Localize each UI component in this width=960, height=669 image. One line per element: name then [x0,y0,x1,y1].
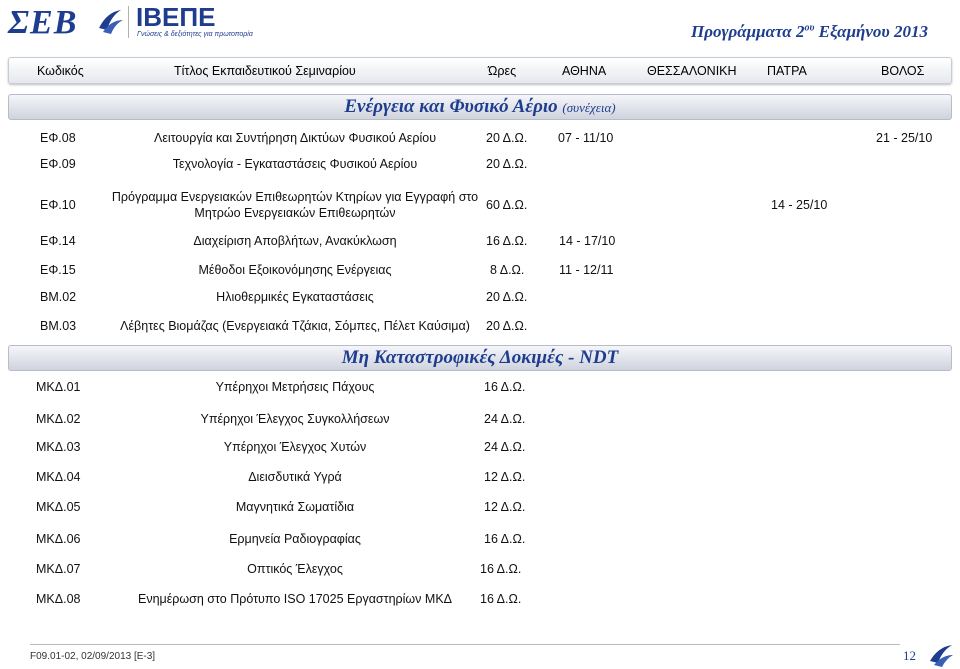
section-title: Μη Καταστροφικές Δοκιμές - NDT [341,347,619,368]
row-code: ΜΚΔ.06 [36,532,81,546]
ibepe-logo: ΙΒΕΠΕ [136,2,216,32]
row-code: ΜΚΔ.05 [36,500,81,514]
row-volos: 21 - 25/10 [876,131,933,145]
row-hours: 12 Δ.Ω. [484,470,526,484]
row-title: Οπτικός Έλεγχος [247,562,343,576]
row-code: ΕΦ.09 [40,157,76,171]
column-patra: ΠΑΤΡΑ [767,64,807,78]
row-title: Λέβητες Βιομάζας (Ενεργειακά Τζάκια, Σόμπες, Πέλετ Καύσιμα) [120,319,470,333]
section-header-energy [8,94,952,120]
seb-logo-mark-icon [95,6,125,36]
row-title: Μαγνητικά Σωματίδια [235,500,355,514]
row-code: ΜΚΔ.02 [36,412,81,426]
row-code: ΜΚΔ.01 [36,380,81,394]
column-code: Κωδικός [37,64,84,78]
row-athens: 11 - 12/11 [559,263,614,277]
row-hours: 20 Δ.Ω. [486,290,528,304]
seb-logo-mark-icon [928,643,954,667]
column-volos: ΒΟΛΟΣ [881,64,925,78]
row-hours: 24 Δ.Ω. [484,440,526,454]
row-hours: 24 Δ.Ω. [484,412,526,426]
row-code: ΜΚΔ.04 [36,470,81,484]
section-title: Ενέργεια και Φυσικό Αέριο [344,96,558,117]
program-title: Προγράμματα $2^{o\upsilon}$ Εξαμήνου 2013 [690,22,928,41]
footer-doc-code: F09.01-02, 02/09/2013 [E-3] [30,651,156,662]
row-hours: 16 Δ.Ω. [484,532,526,546]
section-subtitle: (συνέχεια) [562,100,616,115]
row-hours: 20 Δ.Ω. [486,319,528,333]
row-hours: 8 Δ.Ω. [490,263,525,277]
table-column-header [8,57,952,84]
row-code: ΕΦ.15 [40,263,76,277]
section-header-ndt [8,345,952,371]
row-title: Μέθοδοι Εξοικονόμησης Ενέργειας [198,263,392,277]
logo-divider [128,6,129,38]
row-code: ΒΜ.02 [40,290,77,304]
column-thessaloniki: ΘΕΣΣΑΛΟΝΙΚΗ [647,64,737,78]
row-title: Υπέρηχοι Έλεγχος Συγκολλήσεων [200,412,390,426]
row-athens: 14 - 17/10 [559,234,616,248]
row-title: Τεχνολογία - Εγκαταστάσεις Φυσικού Αερίου [172,157,418,171]
row-title: Διαχείριση Αποβλήτων, Ανακύκλωση [193,234,397,248]
row-title: Διεισδυτικά Υγρά [248,470,342,484]
row-hours: 20 Δ.Ω. [486,131,528,145]
row-title: Ερμηνεία Ραδιογραφίας [229,532,361,546]
ibepe-tagline: Γνώσεις & δεξιότητες για πρωτοπορία [137,31,253,38]
row-hours: 16 Δ.Ω. [486,234,528,248]
seb-logo: ΣΕΒ [8,4,78,41]
row-title: Υπέρηχοι Έλεγχος Χυτών [223,440,367,454]
row-code: ΜΚΔ.03 [36,440,81,454]
row-code: ΕΦ.08 [40,131,76,145]
column-hours: Ώρες [488,64,517,78]
row-hours: 20 Δ.Ω. [486,157,528,171]
column-athens: ΑΘΗΝΑ [562,64,607,78]
row-hours: 60 Δ.Ω. [486,198,528,212]
row-code: ΕΦ.14 [40,234,76,248]
page-number: 12 [903,648,916,663]
row-patra: 14 - 25/10 [771,198,828,212]
row-code: ΕΦ.10 [40,198,76,212]
row-title-line1: Πρόγραμμα Ενεργειακών Επιθεωρητών Κτηρίων για Εγγραφή στο [111,190,479,204]
row-hours: 16 Δ.Ω. [480,562,522,576]
row-hours: 16 Δ.Ω. [484,380,526,394]
row-title-line2: Μητρώο Ενεργειακών Επιθεωρητών [194,206,396,220]
row-code: ΜΚΔ.07 [36,562,81,576]
row-hours: 16 Δ.Ω. [480,592,522,606]
row-code: ΒΜ.03 [40,319,77,333]
row-title: Ενημέρωση στο Πρότυπο ISO 17025 Εργαστηρίων ΜΚΔ [137,592,453,606]
footer-divider [30,644,900,645]
row-athens: 07 - 11/10 [558,131,614,145]
page-header [0,0,960,48]
row-title: Υπέρηχοι Μετρήσεις Πάχους [215,380,375,394]
row-hours: 12 Δ.Ω. [484,500,526,514]
row-title: Ηλιοθερμικές Εγκαταστάσεις [216,290,374,304]
row-title: Λειτουργία και Συντήρηση Δικτύων Φυσικού Αερίου [153,131,437,145]
column-title: Τίτλος Εκπαιδευτικού Σεμιναρίου [174,64,356,78]
row-code: ΜΚΔ.08 [36,592,81,606]
